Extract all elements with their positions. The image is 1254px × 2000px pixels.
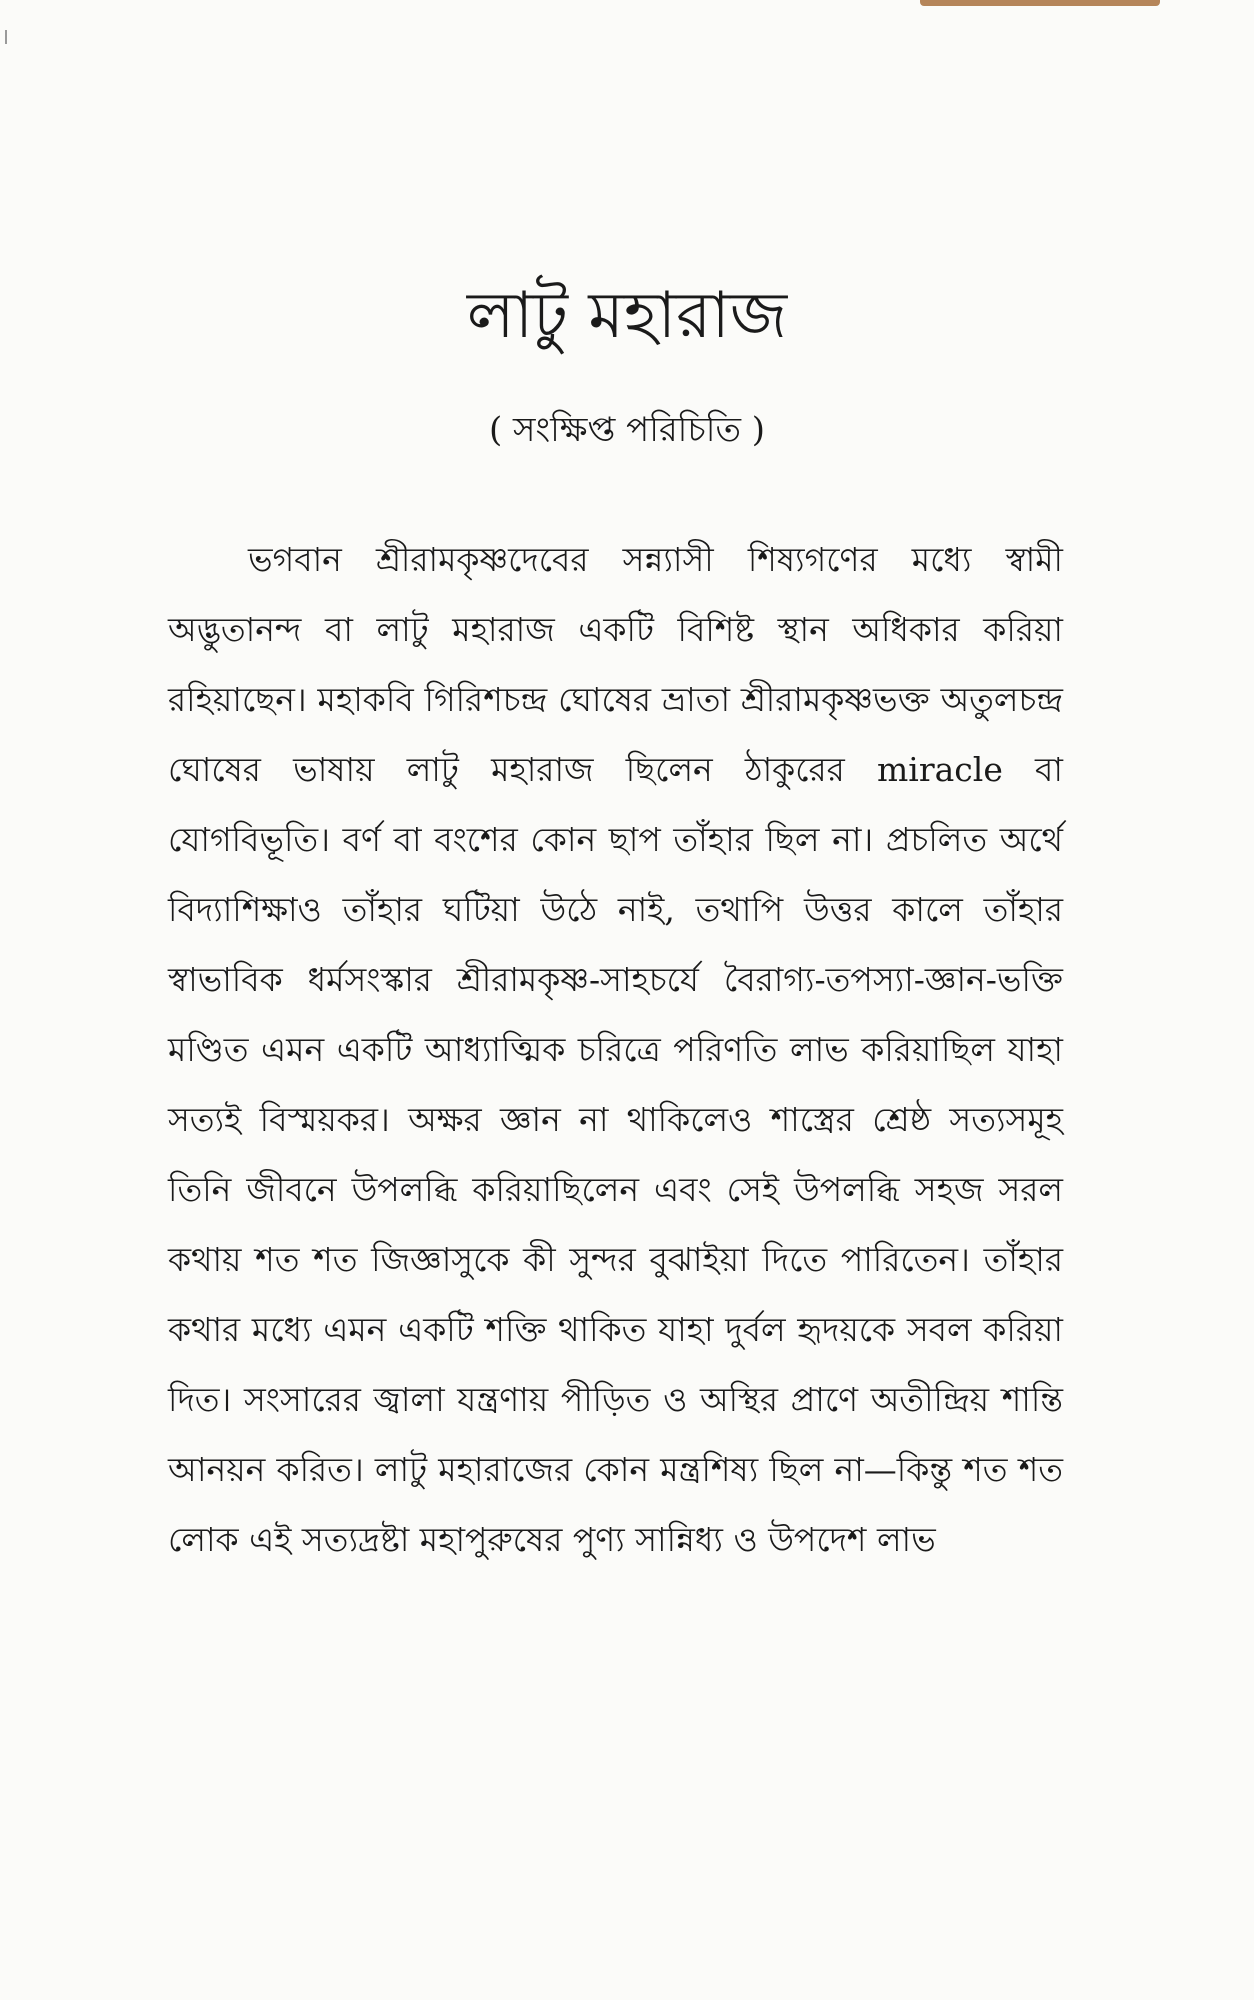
page-edge-strip — [920, 0, 1160, 6]
page-subtitle: ( সংক্ষিপ্ত পরিচিতি ) — [488, 410, 766, 450]
body-paragraph: ভগবান শ্রীরামকৃষ্ণদেবের সন্ন্যাসী শিষ্যগণের মধ্যে স্বামী অদ্ভুতানন্দ বা লাটু মহারাজ একটি বিশিষ্ট স্থান অধিকার করিয়া রহিয়াছেন। মহাকবি গিরিশচন্দ্র ঘোষের ভ্রাতা শ্রীরামকৃষ্ণভক্ত অতুলচন্দ্র ঘোষের ভাষায় লাটু মহারাজ ছিলেন ঠাকুরের miracle বা যোগবিভূতি। বর্ণ বা বংশের কোন ছাপ তাঁহার ছিল না। প্রচলিত অর্থে বিদ্যাশিক্ষাও তাঁহার ঘটিয়া উঠে নাই, তথাপি উত্তর কালে তাঁহার স্বাভাবিক ধর্মসংস্কার শ্রীরামকৃষ্ণ-সাহচর্যে বৈরাগ্য-তপস্যা-জ্ঞান-ভক্তি মণ্ডিত এমন একটি আধ্যাত্মিক চরিত্রে পরিণতি লাভ করিয়াছিল যাহা সত্যই বিস্ময়কর। অক্ষর জ্ঞান না থাকিলেও শাস্ত্রের শ্রেষ্ঠ সত্যসমূহ তিনি জীবনে উপলব্ধি করিয়াছিলেন এবং সেই উপলব্ধি সহজ সরল কথায় শত শত জিজ্ঞাসুকে কী সুন্দর বুঝাইয়া দিতে পারিতেন। তাঁহার কথার মধ্যে এমন একটি শক্তি থাকিত যাহা দুর্বল হৃদয়কে সবল করিয়া দিত। সংসারের জ্বালা যন্ত্রণায় পীড়িত ও অস্থির প্রাণে অতীন্দ্রিয় শান্তি আনয়ন করিত। লাটু মহারাজের কোন মন্ত্রশিষ্য ছিল না—কিন্তু শত শত লোক এই সত্যদ্রষ্টা মহাপুরুষের পুণ্য সান্নিধ্য ও উপদেশ লাভ — [168, 540, 1063, 1559]
page-edge-mark — [5, 30, 7, 44]
page-title: লাটু মহারাজ — [466, 279, 788, 353]
